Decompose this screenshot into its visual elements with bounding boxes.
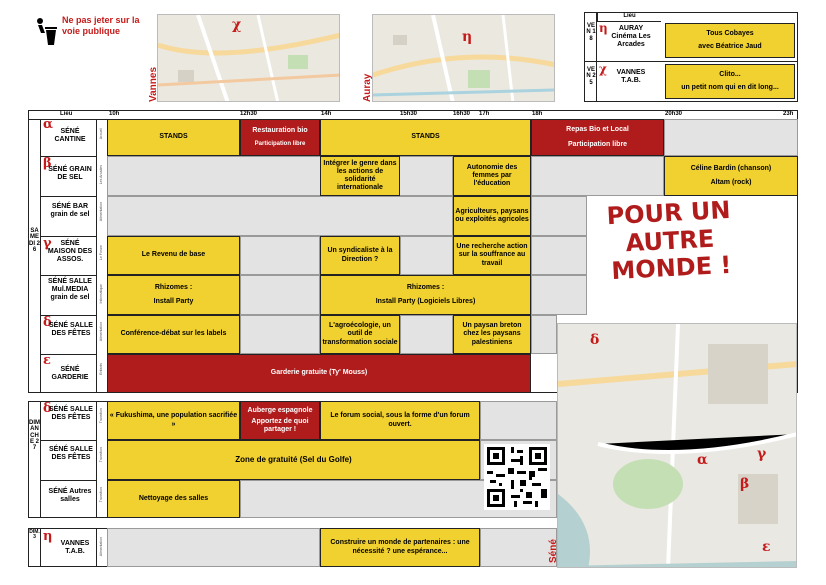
vannes-venue: VANNES T.A.B. xyxy=(616,69,646,85)
lieu-header: Lieu xyxy=(60,111,73,117)
delta-dfetes: δ xyxy=(43,401,52,416)
tag-bar: Alimentation xyxy=(99,202,103,222)
sunday-label: DIMANCHE 27 xyxy=(29,420,40,452)
event-nettoyage: Nettoyage des salles xyxy=(107,480,240,518)
gamma-maison: γ xyxy=(43,236,52,251)
slogan-line-3: MONDE ! xyxy=(610,251,733,286)
venue-maison: SÉNÉ MAISON DES ASSOS. xyxy=(47,240,93,264)
tag-tr1: Transition xyxy=(99,408,103,424)
venue-fetes: SÉNÉ SALLE DES FÊTES xyxy=(49,322,93,338)
event-resto: Restauration bio Participation libre xyxy=(240,119,320,156)
event-genre: Intégrer le genre dans les actions de solidarité internationale xyxy=(320,156,400,196)
eta-marker: η xyxy=(462,29,473,45)
time-20h30: 20h30 xyxy=(665,111,683,117)
auray-venue: AURAY Cinéma Les Arcades xyxy=(611,25,651,49)
auray-map xyxy=(372,14,555,102)
slogan xyxy=(593,196,747,287)
delta-map: δ xyxy=(590,332,600,348)
beta-map: β xyxy=(740,476,750,492)
event-conference: Conférence-débat sur les labels xyxy=(107,315,240,354)
event-syndic: Un syndicaliste à la Direction ? xyxy=(320,236,400,275)
tag-maison: Le Forum xyxy=(99,245,103,260)
time-14h: 14h xyxy=(321,111,332,117)
beta-grain: β xyxy=(43,156,52,171)
vannes-label: Vannes xyxy=(148,66,159,102)
time-12h30: 12h30 xyxy=(240,111,258,117)
event-construire: Construire un monde de partenaires : une nécessité ? une espérance... xyxy=(320,528,480,567)
eta-tab: η xyxy=(43,529,53,544)
venue-autres: SÉNÉ Autres salles xyxy=(48,488,92,504)
venue-salle: SÉNÉ SALLE Mul.MEDIA grain de sel xyxy=(48,278,92,302)
time-18h: 18h xyxy=(532,111,543,117)
event-stands-1: STANDS xyxy=(107,119,240,156)
friday-day1: VEN 18 xyxy=(586,23,596,42)
slogan-line-2: AUTRE xyxy=(624,224,715,257)
time-16h30: 16h30 xyxy=(453,111,471,117)
tag-grain: Les Arcades xyxy=(99,165,103,185)
dim3-label: DIM. 3 xyxy=(29,529,40,541)
tag-tab: Alimentation xyxy=(99,537,103,557)
chi-friday: χ xyxy=(599,62,607,76)
trash-icon xyxy=(34,17,58,47)
tag-salle: Informatique xyxy=(99,284,103,304)
sene-label: Séné xyxy=(548,539,559,563)
alpha-cantine: α xyxy=(43,117,54,132)
auray-label: Auray xyxy=(362,73,373,102)
tag-fetes: Alimentation xyxy=(99,322,103,342)
alpha-map: α xyxy=(697,452,708,468)
venue-cantine: SÉNÉ CANTINE xyxy=(54,128,86,144)
tag-cantine: Accueil xyxy=(99,128,103,140)
event-gratuite: Zone de gratuité (Sel du Golfe) xyxy=(107,440,480,480)
epsilon-garderie: ε xyxy=(43,353,51,368)
gamma-map: γ xyxy=(757,446,767,462)
event-forum: Le forum social, sous la forme d'un forum ouvert. xyxy=(320,401,480,440)
friday-box xyxy=(584,12,798,102)
tag-autres: Transition xyxy=(99,487,103,503)
venue-garderie: SÉNÉ GARDERIE xyxy=(51,366,89,382)
friday-lieu: Lieu xyxy=(597,13,661,22)
slogan-line-1: POUR UN xyxy=(605,195,732,231)
venue-bar: SÉNÉ BAR grain de sel xyxy=(50,203,90,219)
warning-text: Ne pas jeter sur la voie publique xyxy=(62,15,140,36)
vannes-event: Clito... un petit nom qui en dit long... xyxy=(665,64,795,99)
time-15h30: 15h30 xyxy=(400,111,418,117)
event-revenu: Le Revenu de base xyxy=(107,236,240,275)
event-agri: Agriculteurs, paysans ou exploités agricoles xyxy=(453,196,531,236)
venue-dfetes-2: SÉNÉ SALLE DES FÊTES xyxy=(49,446,93,462)
event-repas: Repas Bio et Local Participation libre xyxy=(531,119,664,156)
venue-dfetes-1: SÉNÉ SALLE DES FÊTES xyxy=(49,406,93,422)
friday-day2: VEN 25 xyxy=(586,67,596,86)
tag-garderie: Enfants xyxy=(99,363,103,375)
event-femmes: Autonomie des femmes par l'éducation xyxy=(453,156,531,196)
vannes-map xyxy=(157,14,340,102)
event-recherche: Une recherche action sur la souffrance au travail xyxy=(453,236,531,275)
qr-code xyxy=(484,444,550,510)
event-fukushima: « Fukushima, une population sacrifiée » xyxy=(107,401,240,440)
auray-event: Tous Cobayes avec Béatrice Jaud xyxy=(665,23,795,58)
event-garderie: Garderie gratuite (Ty' Mouss) xyxy=(107,354,531,393)
chi-marker: χ xyxy=(232,17,242,33)
time-10h: 10h xyxy=(109,111,120,117)
venue-grain: SÉNÉ GRAIN DE SEL xyxy=(48,166,92,182)
event-auberge: Auberge espagnole Apportez de quoi partager ! xyxy=(240,401,320,440)
time-23h: 23h xyxy=(783,111,794,117)
tag-tr2: Transition xyxy=(99,447,103,463)
event-stands-2: STANDS xyxy=(320,119,531,156)
event-concert: Céline Bardin (chanson) Altam (rock) xyxy=(664,156,798,196)
epsilon-map: ε xyxy=(762,539,771,555)
eta-friday: η xyxy=(599,21,608,35)
event-rhizomes-2: Rhizomes : Install Party (Logiciels Libres) xyxy=(320,275,531,315)
event-rhizomes-1: Rhizomes : Install Party xyxy=(107,275,240,315)
event-paysan: Un paysan breton chez les paysans palestiniens xyxy=(453,315,531,354)
event-agroecologie: L'agroécologie, un outil de transformation sociale xyxy=(320,315,400,354)
delta-fetes: δ xyxy=(43,315,52,330)
venue-tab: VANNES T.A.B. xyxy=(60,540,90,556)
time-17h: 17h xyxy=(479,111,490,117)
saturday-label: SAMEDI 26 xyxy=(29,228,41,253)
